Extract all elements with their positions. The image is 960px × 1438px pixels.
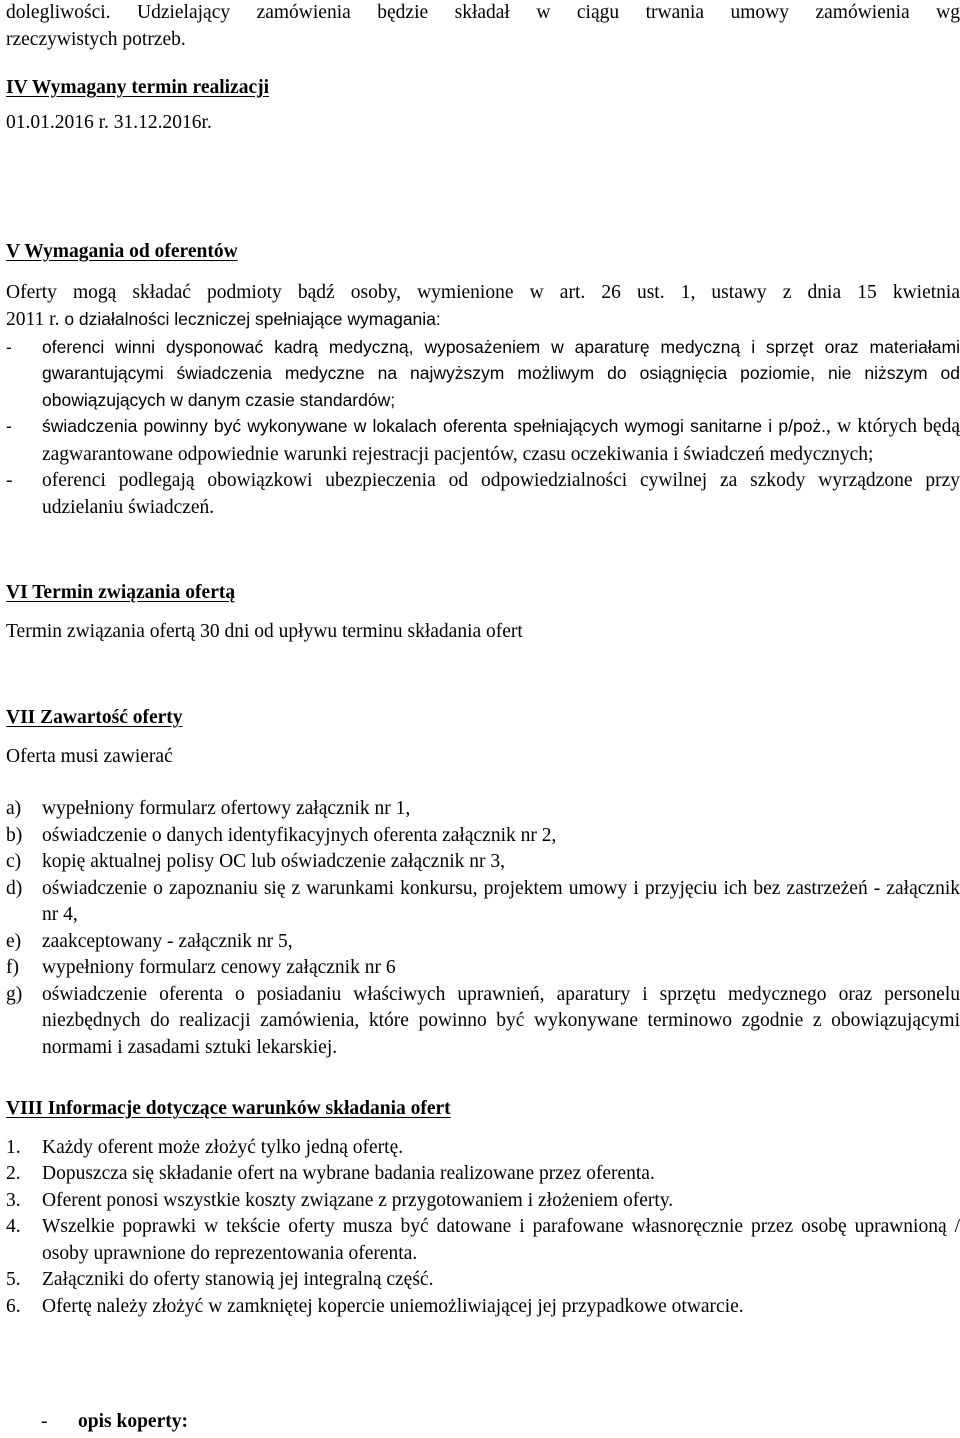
contents-item-g (6, 982, 960, 1062)
list-marker: 3. (6, 1189, 21, 1211)
list-marker: 4. (6, 1216, 21, 1237)
requirement-text: oferenci podlegają obowiązkowi ubezpieczenia od odpowiedzialności cywilnej za szkody wyrządzone przy udzielaniu świadczeń. (42, 470, 960, 518)
intro-line-1: dolegliwości. Udzielający zamówienia będzie składał w ciągu trwania umowy zamówienia wg (6, 2, 960, 23)
conditions-item-4 (6, 1214, 960, 1267)
conditions-text: Ofertę należy złożyć w zamkniętej kopercie uniemożliwiającej jej przypadkowe otwarcie. (42, 1295, 744, 1317)
section-5 (6, 239, 960, 521)
section-6-text: Termin związania ofertą 30 dni od upływu terminu składania ofert (6, 620, 523, 642)
intro-paragraph (6, 0, 960, 53)
contents-text: wypełniony formularz ofertowy załącznik nr 1, (42, 798, 411, 819)
contents-text: oświadczenie o danych identyfikacyjnych oferenta załącznik nr 2, (42, 824, 557, 846)
list-marker: e) (6, 930, 22, 952)
conditions-item-2 (6, 1161, 960, 1188)
list-marker: c) (6, 851, 22, 872)
intro-line-2: rzeczywistych potrzeb. (6, 28, 186, 50)
conditions-item-3 (6, 1188, 960, 1215)
section-5-para-b-start: 2011 r. (6, 309, 65, 330)
requirement-text: świadczenia powinny być wykonywane w lokalach oferenta spełniających wymogi sanitarne i p/poż. (42, 416, 827, 436)
list-marker: g) (6, 983, 23, 1005)
conditions-text: Każdy oferent może złożyć tylko jedną ofertę. (42, 1136, 404, 1158)
list-marker: 5. (6, 1269, 21, 1290)
section-4 (6, 75, 960, 136)
contents-list (6, 796, 960, 1061)
section-8-heading: VIII Informacje dotyczące warunków składania ofert (6, 1098, 451, 1119)
list-marker: 2. (6, 1163, 21, 1184)
section-5-para-b-rest: o działalności leczniczej spełniające wymagania: (64, 309, 441, 329)
conditions-list (6, 1135, 960, 1321)
contents-item-f (6, 955, 960, 982)
contents-text: wypełniony formularz cenowy załącznik nr 6 (42, 957, 396, 978)
contents-item-e (6, 929, 960, 956)
contents-item-b (6, 823, 960, 850)
section-4-heading: IV Wymagany termin realizacji (6, 77, 270, 98)
contents-item-c (6, 849, 960, 876)
section-4-text: 01.01.2016 r. 31.12.2016r. (6, 111, 212, 133)
list-marker: b) (6, 824, 23, 846)
list-marker: 6. (6, 1295, 21, 1317)
envelope-description (6, 1409, 960, 1436)
requirement-text: oferenci winni dysponować kadrą medyczną, wyposażeniem w aparaturę medyczną i sprzęt oraz materiałami gwarantującymi świadczenia medyczne na najwyższym możliwym do osiągnięcia poziomie, nie niższym od obowiązujących w danym czasie standardów; (42, 336, 960, 410)
envelope-description-label: opis koperty: (78, 1411, 188, 1432)
section-7 (6, 705, 960, 1061)
conditions-text: Oferent ponosi wszystkie koszty związane z przygotowaniem i złożeniem oferty. (42, 1189, 674, 1211)
list-marker: 1. (6, 1136, 21, 1158)
conditions-item-6 (6, 1294, 960, 1321)
contents-text: kopię aktualnej polisy OC lub oświadczenie załącznik nr 3, (42, 851, 505, 872)
contents-item-d (6, 876, 960, 929)
contents-text: oświadczenie o zapoznaniu się z warunkami konkursu, projektem umowy i przyjęciu ich bez zastrzeżeń - załącznik nr 4, (42, 877, 960, 925)
list-marker: f) (6, 957, 19, 978)
list-marker: - (6, 336, 12, 357)
contents-item-a (6, 796, 960, 823)
section-7-lead: Oferta musi zawierać (6, 745, 173, 767)
section-5-para-a: Oferty mogą składać podmioty bądź osoby, wymienione w art. 26 ust. 1, ustawy z dnia 15 kwietnia (6, 281, 960, 303)
conditions-item-1 (6, 1135, 960, 1162)
conditions-text: Załączniki do oferty stanowią jej integralną część. (42, 1269, 434, 1290)
envelope-description-item (6, 1409, 960, 1436)
list-marker: - (41, 1411, 48, 1432)
requirement-text-cont: , w których będą zagwarantowane odpowiednie warunki rejestracji pacjentów, czasu oczekiwania i świadczeń medycznych; (42, 416, 960, 465)
list-marker: d) (6, 877, 23, 899)
section-6-heading: VI Termin związania ofertą (6, 582, 236, 603)
requirement-item-2 (6, 413, 960, 468)
conditions-item-5 (6, 1267, 960, 1294)
section-7-heading: VII Zawartość oferty (6, 707, 183, 728)
section-8 (6, 1096, 960, 1320)
requirement-item-1 (6, 334, 960, 414)
conditions-text: Wszelkie poprawki w tekście oferty musza być datowane i parafowane własnoręcznie przez osobę uprawnioną / osoby uprawnione do reprezentowania oferenta. (42, 1216, 960, 1264)
contents-text: zaakceptowany - załącznik nr 5, (42, 930, 293, 952)
contents-text: oświadczenie oferenta o posiadaniu właściwych uprawnień, aparatury i sprzętu medycznego oraz personelu niezbędnych do realizacji zamówienia, które powinno być wykonywane terminowo zgodnie z obowiązującymi normami i zasadami sztuki lekarskiej. (42, 983, 960, 1058)
list-marker: a) (6, 798, 22, 819)
section-5-para-b (6, 306, 960, 334)
section-6 (6, 580, 960, 645)
requirement-item-3 (6, 468, 960, 521)
conditions-text: Dopuszcza się składanie ofert na wybrane badania realizowane przez oferenta. (42, 1163, 655, 1184)
list-marker: - (6, 416, 12, 436)
section-5-heading: V Wymagania od oferentów (6, 241, 238, 262)
list-marker: - (6, 470, 13, 491)
